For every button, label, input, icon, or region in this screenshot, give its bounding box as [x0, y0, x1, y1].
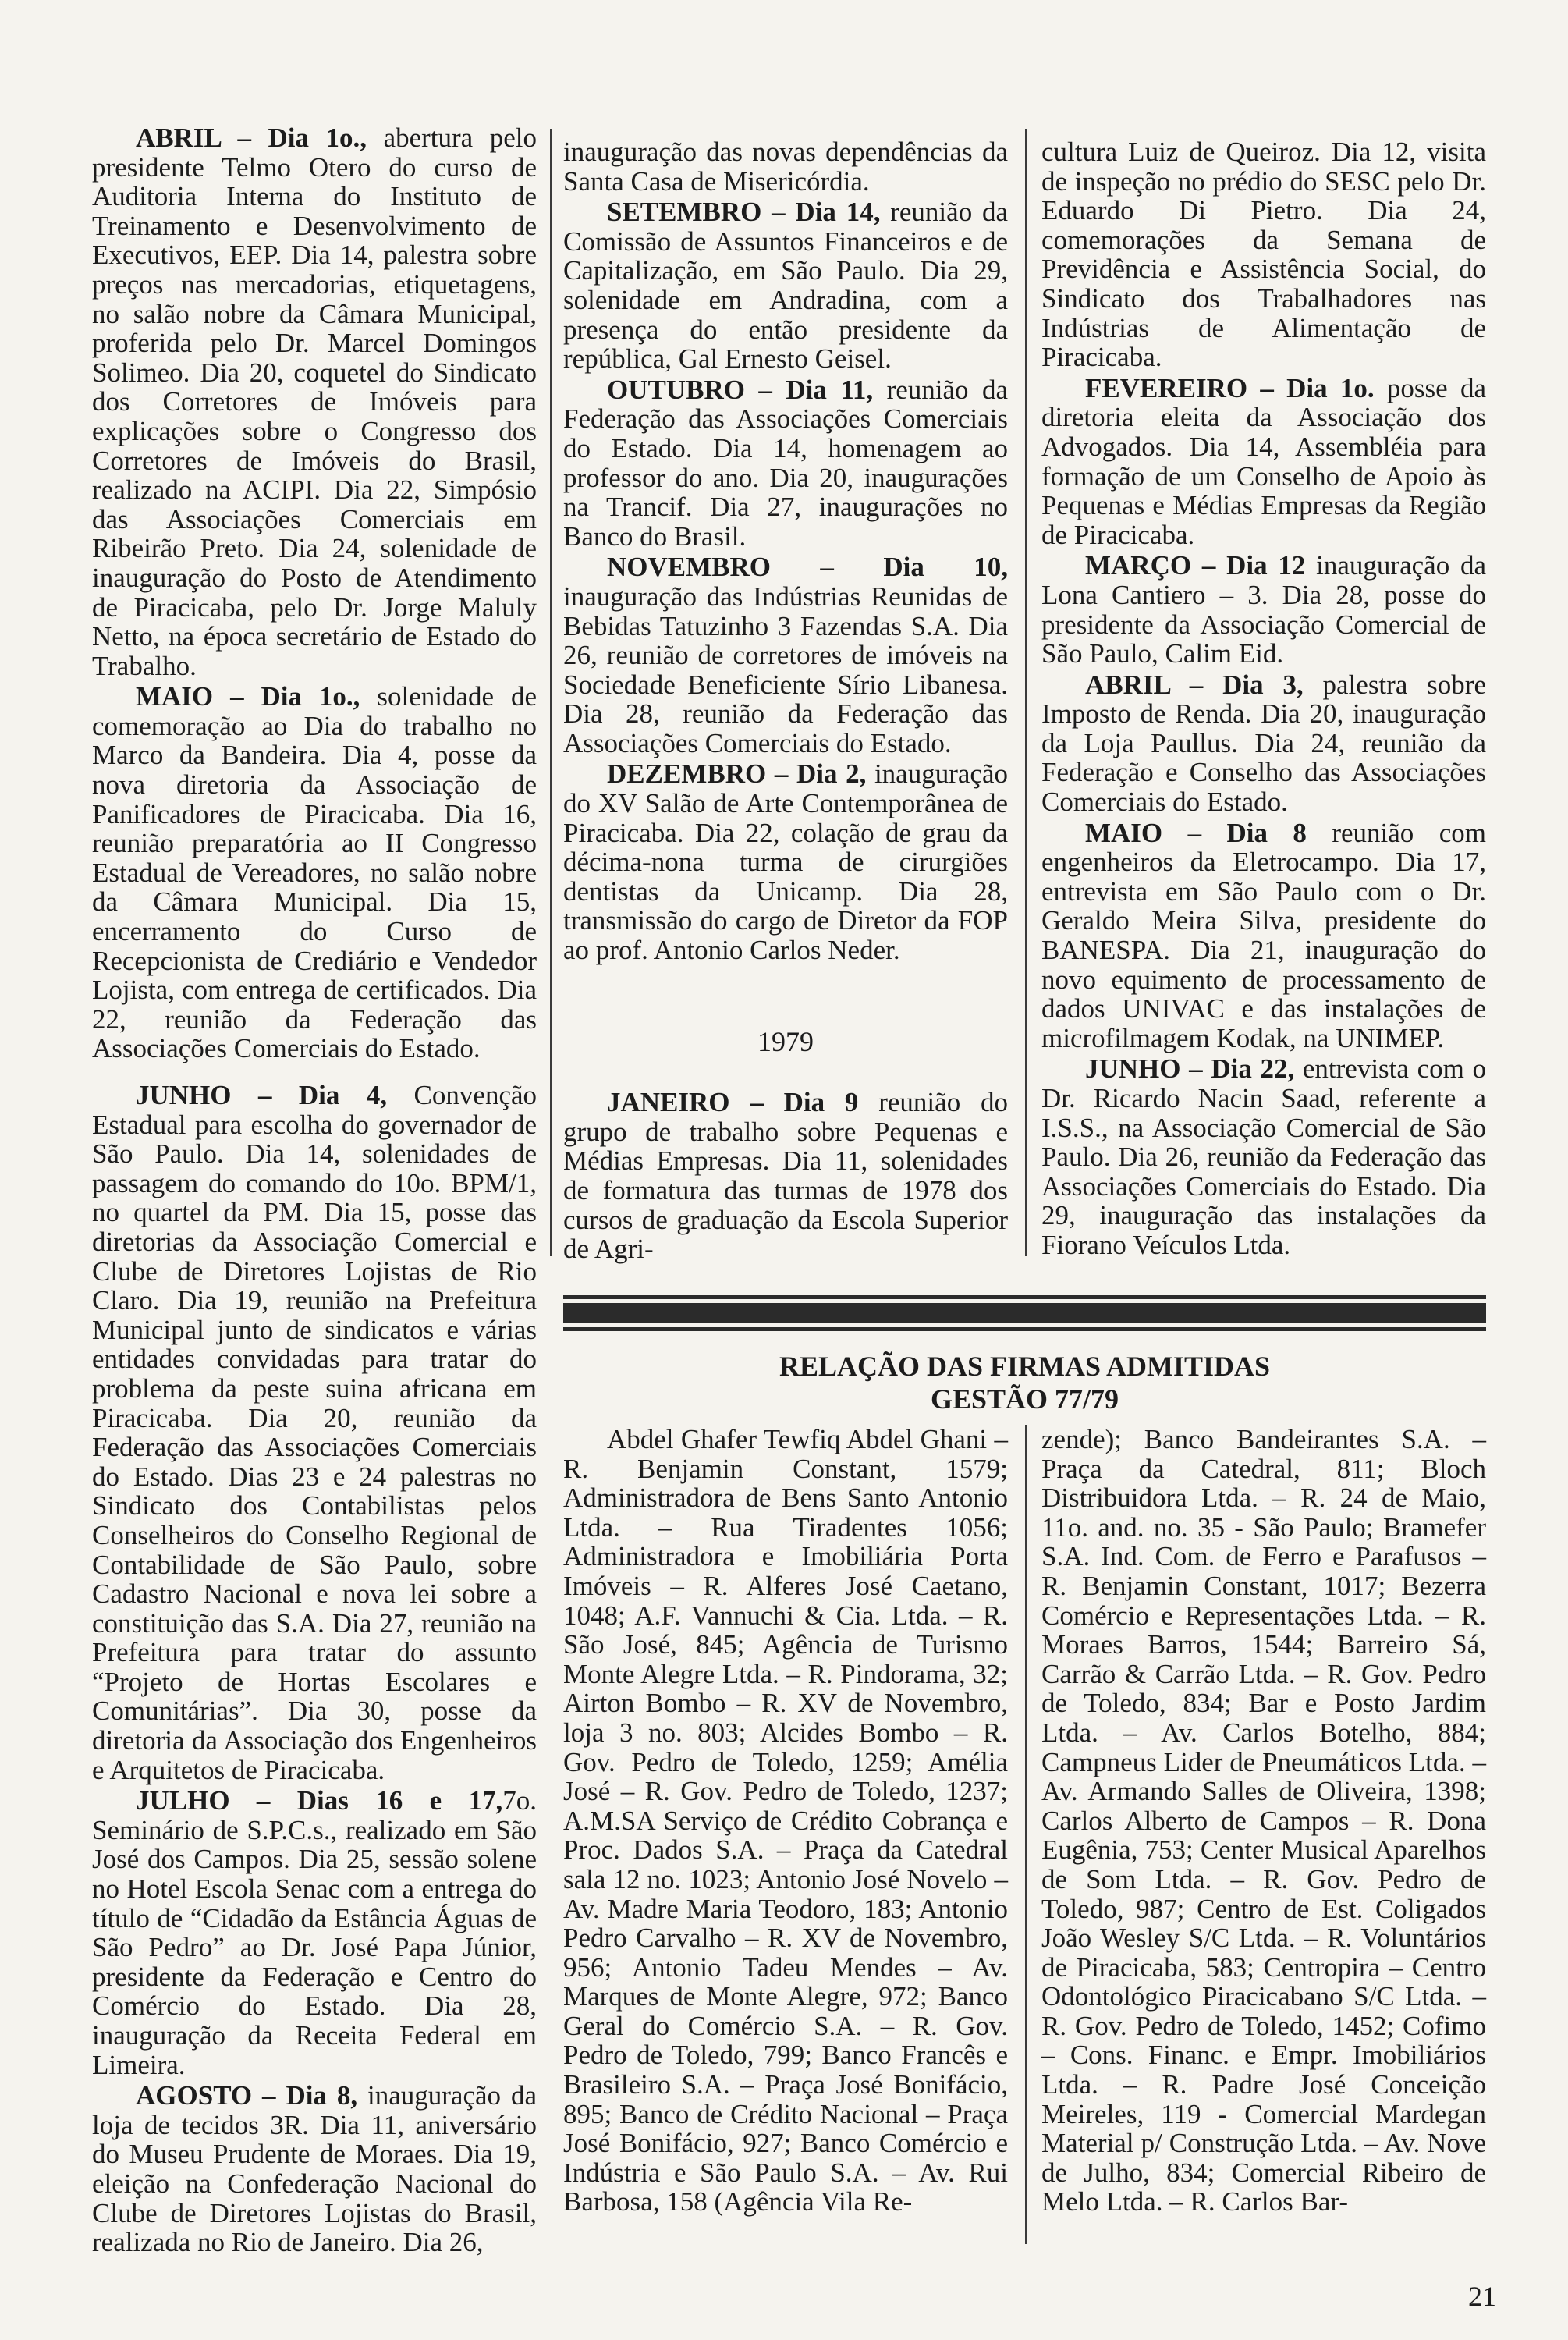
entry-abril-1978 [92, 123, 537, 680]
entry-text: 7o. Seminário de S.P.C.s., realizado em São José dos Campos. Dia 25, sessão solene no Hotel Escola Senac com a entrega do título de “Cidadão da Estância Águas de São Pedro” ao Dr. José Papa Júnior, presidente da Federação e Centro do Comércio do Estado. Dia 28, inauguração da Receita Federal em Limeira. [92, 1785, 537, 2080]
entry-heading: JULHO – Dias 16 e 17, [136, 1785, 503, 1816]
entry-heading: OUTUBRO – Dia 11, [607, 374, 874, 405]
firms-list-part1: Abdel Ghafer Tewfiq Abdel Ghani – R. Benjamin Constant, 1579; Administradora de Bens Santo Antonio Ltda. – Rua Tiradentes 1056; Administradora e Imobiliária Porta Imóveis – R. Alferes José Caetano, 1048; A.F. Vannuchi & Cia. Ltda. – R. São José, 845; Agência de Turismo Monte Alegre Ltda. – R. Pindorama, 32; Airton Bombo – R. XV de Novembro, loja 3 no. 803; Alcides Bombo – R. Gov. Pedro de Toledo, 1259; Amélia José – R. Gov. Pedro de Toledo, 1237; A.M.SA Serviço de Crédito Cobrança e Proc. Dados S.A. – Praça da Catedral sala 12 no. 1023; Antonio José Novelo – Av. Madre Maria Teodoro, 183; Antonio Pedro Carvalho – R. XV de Novembro, 956; Antonio Tadeu Mendes – Av. Marques de Monte Alegre, 972; Banco Geral do Comércio S.A. – R. Gov. Pedro de Toledo, 799; Banco Francês e Brasileiro S.A. – Praça José Bonifácio, 895; Banco de Crédito Nacional – Praça José Bonifácio, 927; Banco Comércio e Indústria e São Paulo S.A. – Av. Rui Barbosa, 158 (Agência Vila Re- [563, 1424, 1008, 2217]
entry-agosto-1978 [92, 2081, 537, 2257]
section-rule-top [563, 1295, 1486, 1299]
entry-julho-1978 [92, 1786, 537, 2079]
entry-text: Convenção Estadual para escolha do governador de São Paulo. Dia 14, solenidades de passagem do comando do 10o. BPM/1, no quartel da PM. Dia 15, posse das diretorias da Associação Comercial e Clube de Diretores Lojistas de Rio Claro. Dia 19, reunião na Prefeitura Municipal junto de sindicatos e várias entidades convidadas para tratar do problema da peste suina africana em Piracicaba. Dia 20, reunião da Federação das Associações Comerciais do Estado. Dias 23 e 24 palestras no Sindicato dos Contabilistas pelos Conselheiros do Conselho Regional de Contabilidade de São Paulo, sobre Cadastro Nacional e nova lei sobre a constituição das S.A. Dia 27, reunião na Prefeitura para tratar do assunto “Projeto de Hortas Escolares e Comunitárias”. Dia 30, posse da diretoria da Associação dos Engenheiros e Arquitetos de Piracicaba. [92, 1080, 537, 1785]
firms-column-right [1041, 1425, 1486, 2217]
entry-maio-1978 [92, 682, 537, 1063]
entry-heading: JUNHO – Dia 22, [1085, 1053, 1295, 1085]
entry-text: inauguração das Indústrias Reunidas de Bebidas Tatuzinho 3 Fazendas S.A. Dia 26, reunião de corretores de imóveis na Sociedade Beneficiente Sírio Libanesa. Dia 28, reunião da Federação das Associações Comerciais do Estado. [563, 581, 1008, 758]
entry-text: reunião da Federação das Associações Comerciais do Estado. Dia 14, homenagem ao professor do ano. Dia 20, inaugurações na Trancif. Dia 27, inaugurações no Banco do Brasil. [563, 374, 1008, 552]
section-rule-bottom [563, 1327, 1486, 1331]
entry-heading: ABRIL – Dia 3, [1085, 669, 1304, 700]
entry-text: inauguração da Lona Cantiero – 3. Dia 28, posse do presidente da Associação Comercial de São Paulo, Calim Eid. [1041, 550, 1486, 669]
column-left [92, 123, 537, 2257]
firms-column-left [563, 1425, 1008, 2217]
entry-heading: NOVEMBRO – Dia 10, [607, 552, 1008, 583]
entry-text: inauguração da loja de tecidos 3R. Dia 11, aniversário do Museu Prudente de Moraes. Dia 19, eleição na Confederação Nacional do Clube de Diretores Lojistas do Brasil, realizada no Rio de Janeiro. Dia 26, [92, 2080, 537, 2258]
column-divider [1025, 129, 1027, 1256]
column-middle [563, 137, 1008, 1264]
section-title-line2: GESTÃO 77/79 [930, 1383, 1119, 1415]
entry-heading: FEVEREIRO – Dia 1o. [1085, 372, 1375, 403]
entry-agosto-continued [563, 137, 1008, 196]
entry-heading: SETEMBRO – Dia 14, [607, 197, 881, 228]
column-divider [1025, 1425, 1027, 2244]
entry-maio-1979 [1041, 818, 1486, 1053]
page-number: 21 [1468, 2281, 1496, 2312]
entry-junho-1978 [92, 1081, 537, 1784]
entry-heading: JANEIRO – Dia 9 [607, 1087, 859, 1118]
entry-janeiro-1979 [563, 1088, 1008, 1264]
entry-text: reunião da Comissão de Assuntos Financeiros e de Capitalização, em São Paulo. Dia 29, solenidade em Andradina, com a presença do então presidente da república, Gal Ernesto Geisel. [563, 197, 1009, 375]
entry-heading: ABRIL – Dia 1o., [136, 123, 367, 153]
entry-text: reunião do grupo de trabalho sobre Pequenas e Médias Empresas. Dia 11, solenidades de formatura das turmas de 1978 dos cursos de graduação da Escola Superior de Agri- [563, 1087, 1008, 1265]
column-divider [550, 129, 552, 1256]
entry-text: entrevista com o Dr. Ricardo Nacin Saad, referente a I.S.S., na Associação Comercial de São Paulo. Dia 26, reunião da Federação das Associações Comerciais do Estado. Dia 29, inauguração das instalações da Fiorano Veículos Ltda. [1041, 1053, 1486, 1260]
entry-text: solenidade de comemoração ao Dia do trabalho no Marco da Bandeira. Dia 4, posse da nova diretoria da Associação de Panificadores de Piracicaba. Dia 16, reunião preparatória ao II Congresso Estadual de Vereadores, no salão nobre da Câmara Municipal. Dia 15, encerramento do Curso de Recepcionista de Crediário e Vendedor Lojista, com entrega de certificados. Dia 22, reunião da Federação das Associações Comerciais do Estado. [92, 681, 537, 1064]
entry-setembro-1978 [563, 197, 1008, 374]
entry-novembro-1978 [563, 552, 1008, 758]
entry-text: inauguração do XV Salão de Arte Contemporânea de Piracicaba. Dia 22, colação de grau da décima-nona turma de cirurgiões dentistas da Unicamp. Dia 28, transmissão do cargo de Diretor da FOP ao prof. Antonio Carlos Neder. [563, 758, 1008, 966]
entry-heading: AGOSTO – Dia 8, [136, 2080, 358, 2111]
entry-text: posse da diretoria eleita da Associação dos Advogados. Dia 14, Assembléia para formação de um Conselho de Apoio às Pequenas e Médias Empresas da Região de Piracicaba. [1041, 372, 1487, 550]
entry-heading: MAIO – Dia 8 [1085, 817, 1307, 848]
entry-text: cultura Luiz de Queiroz. Dia 12, visita de inspeção no prédio do SESC pelo Dr. Eduardo Di Pietro. Dia 24, comemorações da Semana de Previdência e Assistência Social, do Sindicato dos Trabalhadores nas Indústrias de Alimentação de Piracicaba. [1041, 137, 1486, 373]
entry-text: reunião com engenheiros da Eletrocampo. Dia 17, entrevista em São Paulo com o Dr. Geraldo Meira Silva, presidente do BANESPA. Dia 21, inauguração do novo equimento de processamento de dados UNIVAC e das instalações de microfilmagem Kodak, na UNIMEP. [1041, 817, 1486, 1053]
entry-fevereiro-1979 [1041, 374, 1486, 550]
firms-list-part2: zende); Banco Bandeirantes S.A. – Praça da Catedral, 811; Bloch Distribuidora Ltda. – R. 24 de Maio, 11o. and. no. 35 - São Paulo; Bramefer S.A. Ind. Com. de Ferro e Parafusos – R. Benjamin Constant, 1017; Bezerra Comércio e Representações Ltda. – R. Moraes Barros, 1544; Barreiro Sá, Carrão & Carrão Ltda. – R. Gov. Pedro de Toledo, 834; Bar e Posto Jardim Ltda. – Av. Carlos Botelho, 884; Campneus Lider de Pneumáticos Ltda. – Av. Armando Salles de Oliveira, 1398; Carlos Alberto de Campos – R. Dona Eugênia, 753; Center Musical Aparelhos de Som Ltda. – R. Gov. Pedro de Toledo, 987; Centro de Est. Coligados João Wesley S/C Ltda. – R. Voluntários de Piracicaba, 583; Centropira – Centro Odontológico Piracicabano S/C Ltda. – R. Gov. Pedro de Toledo, 1452; Cofimo – Cons. Financ. e Empr. Imobiliários Ltda. – R. Padre José Conceição Meireles, 119 - Comercial Mardegan Material p/ Construção Ltda. – Av. Nove de Julho, 834; Comercial Ribeiro de Melo Ltda. – R. Carlos Bar- [1041, 1424, 1486, 2217]
entry-heading: MAIO – Dia 1o., [136, 681, 360, 712]
entry-abril-1979 [1041, 670, 1486, 817]
entry-outubro-1978 [563, 375, 1008, 552]
entry-text: palestra sobre Imposto de Renda. Dia 20, inauguração da Loja Paullus. Dia 24, reunião da Federação e Conselho das Associações Comerciais do Estado. [1041, 669, 1486, 818]
entry-heading: DEZEMBRO – Dia 2, [607, 758, 867, 790]
year-heading: 1979 [757, 1025, 814, 1057]
entry-text: abertura pelo presidente Telmo Otero do curso de Auditoria Interna do Instituto de Treinamento e Desenvolvimento de Executivos, EEP. Dia 14, palestra sobre preços nas mercadorias, etiquetagens, no salão nobre da Câmara Municipal, proferida pelo Dr. Marcel Domingos Solimeo. Dia 20, coquetel do Sindicato dos Corretores de Imóveis para explicações sobre o Congresso dos Corretores de Imóveis do Brasil, realizado na ACIPI. Dia 22, Simpósio das Associações Comerciais em Ribeirão Preto. Dia 24, solenidade de inauguração do Posto de Atendimento de Piracicaba, pelo Dr. Jorge Maluly Netto, na época secretário de Estado do Trabalho. [92, 123, 537, 681]
section-rule-thick [563, 1303, 1486, 1323]
entry-heading: MARÇO – Dia 12 [1085, 550, 1306, 581]
entry-junho-1979 [1041, 1054, 1486, 1259]
entry-janeiro-continued [1041, 137, 1486, 372]
column-right [1041, 137, 1486, 1260]
entry-heading: JUNHO – Dia 4, [136, 1080, 388, 1110]
section-title-line1: RELAÇÃO DAS FIRMAS ADMITIDAS [779, 1351, 1271, 1382]
entry-marco-1979 [1041, 551, 1486, 668]
section-title [563, 1350, 1486, 1415]
entry-dezembro-1978 [563, 759, 1008, 964]
entry-text: inauguração das novas dependências da Santa Casa de Misericórdia. [563, 137, 1008, 197]
